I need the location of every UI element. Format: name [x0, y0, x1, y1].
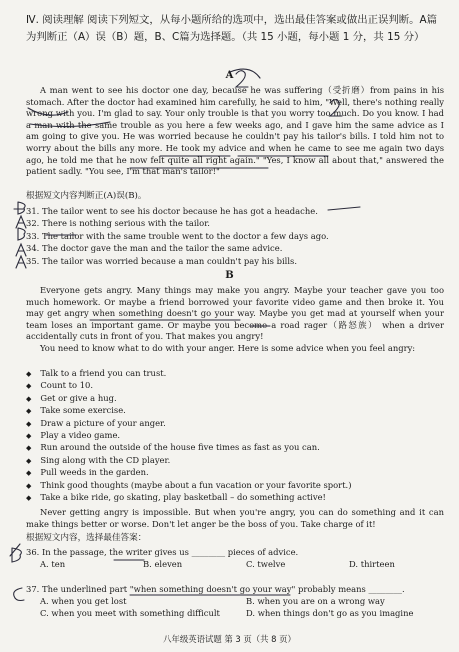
- advice-item: ◆ Run around the outside of the house five times as fast as you can.: [26, 441, 444, 453]
- passage-b-task: 根据短文内容，选择最佳答案：: [26, 533, 147, 543]
- handwritten-b-31: [14, 202, 25, 214]
- option-b[interactable]: B. when you are on a wrong way: [246, 596, 385, 606]
- handwritten-a-32: [16, 216, 26, 228]
- passage-a-paragraph: A man went to see his doctor one day, because he was suffering（受折磨）from pains in his stomach. After the doctor had examined him carefully, he said to him, "Well, there's nothing really wrong with you. I'm glad to say. Your only trouble is that you worry too much. Do you know. I had a man with the same trouble as you here a few weeks ago, and I gave him the same advice as I am going to give you. He was worried because he couldn't pay his tailor's bills. I told him not to worry about the bills any more. He took my advice and when he came to see me again two days ago, he told me that he now felt quite all right again." "Yes, I know all about that," answered the patient sadly. "You see, I'm that man's tailor!": [26, 85, 444, 177]
- statement-list: [26, 205, 444, 267]
- passage-b-closing-paragraph: Never getting angry is impossible. But when you're angry, you can do something and it can make things better or worse. Don't let anger be the boss of you. Take charge of it!: [26, 507, 444, 529]
- question-37-options-row-2: [26, 607, 444, 619]
- advice-item: ◆ Think good thoughts (maybe about a fun vacation or your favorite sport.): [26, 479, 444, 491]
- option-b[interactable]: B. eleven: [143, 559, 183, 569]
- passage-a-label: A: [225, 70, 234, 81]
- advice-item: ◆ Sing along with the CD player.: [26, 454, 444, 466]
- statement-item: [26, 205, 444, 217]
- advice-item: ◆ Take a bike ride, go skating, play basketball – do something active!: [26, 491, 444, 503]
- statement-text: The doctor gave the man and the tailor the same advice.: [42, 243, 283, 254]
- option-d[interactable]: D. when things don't go as you imagine: [246, 608, 414, 618]
- option-a[interactable]: A. ten: [40, 559, 66, 569]
- passage-b-intro: [26, 285, 444, 355]
- advice-list: [26, 367, 444, 503]
- question-36: [26, 546, 444, 570]
- question-37-stem: 37. The underlined part "when something doesn't go your way" probably means ________.: [26, 584, 405, 594]
- statement-number: 32.: [26, 218, 40, 229]
- advice-item: ◆ Get or give a hug.: [26, 392, 444, 404]
- passage-b-paragraph-1: Everyone gets angry. Many things may make you angry. Maybe your teacher gave you too much homework. Or maybe a friend borrowed your favorite video game and then broke it. You may get angry when something doesn't go your way. Maybe you get mad at yourself when your team loses an important game. Or maybe you become a road rager（路怒族） when a driver accidentally cuts in front of you. That makes you angry!: [26, 285, 444, 342]
- statement-item: [26, 230, 444, 242]
- page-footer: 八年级英语试题 第 3 页（共 8 页）: [163, 634, 296, 644]
- passage-a-task: 根据短文内容判断正(A)误(B)。: [26, 191, 147, 201]
- statement-text: The tailor went to see his doctor because he has got a headache.: [42, 206, 318, 216]
- statement-item: [26, 242, 444, 254]
- statement-text: There is nothing serious with the tailor.: [42, 218, 210, 229]
- advice-item: ◆ Draw a picture of your anger.: [26, 417, 444, 429]
- statement-number: 31.: [26, 206, 40, 216]
- advice-item: ◆ Talk to a friend you can trust.: [26, 367, 444, 379]
- handwritten-b-36: [10, 544, 21, 562]
- question-37: [26, 583, 444, 619]
- option-d[interactable]: D. thirteen: [349, 559, 395, 569]
- statement-item: [26, 217, 444, 229]
- handwritten-b-33: [18, 228, 25, 240]
- statement-number: 34.: [26, 243, 40, 254]
- statement-item: [26, 255, 444, 267]
- passage-b-paragraph-2: You need to know what to do with your anger. Here is some advice when you feel angry:: [40, 342, 416, 353]
- section-instructions: Ⅳ. 阅读理解 阅读下列短文，从每小题所给的选项中，选出最佳答案或做出正误判断。A篇为判断正（A）误（B）题，B、C篇为选择题。（共 15 小题，每小题 1 分，共 15 分）: [26, 14, 438, 43]
- handwritten-a-35: [16, 256, 26, 268]
- passage-a-text: [26, 85, 444, 178]
- handwritten-c-37: [14, 588, 24, 601]
- statement-text: The tailor was worried because a man couldn't pay his bills.: [42, 255, 298, 266]
- advice-item: ◆ Count to 10.: [26, 379, 444, 391]
- passage-b-closing: [26, 507, 444, 530]
- option-c[interactable]: C. when you meet with something difficult: [40, 608, 220, 618]
- advice-item: ◆ Take some exercise.: [26, 404, 444, 416]
- advice-item: ◆ Pull weeds in the garden.: [26, 466, 444, 478]
- question-37-options-row-1: [26, 595, 444, 607]
- question-36-stem: 36. In the passage, the writer gives us ________ pieces of advice.: [26, 547, 299, 557]
- handwritten-a-34: [16, 244, 26, 256]
- passage-b-label: B: [225, 270, 234, 281]
- option-a[interactable]: A. when you get lost: [40, 596, 127, 606]
- statement-number: 33.: [26, 230, 40, 241]
- statement-number: 35.: [26, 255, 40, 266]
- option-c[interactable]: C. twelve: [246, 559, 286, 569]
- question-36-options: [26, 558, 444, 570]
- advice-item: ◆ Play a video game.: [26, 429, 444, 441]
- statement-text: The tailor with the same trouble went to the doctor a few days ago.: [42, 230, 329, 241]
